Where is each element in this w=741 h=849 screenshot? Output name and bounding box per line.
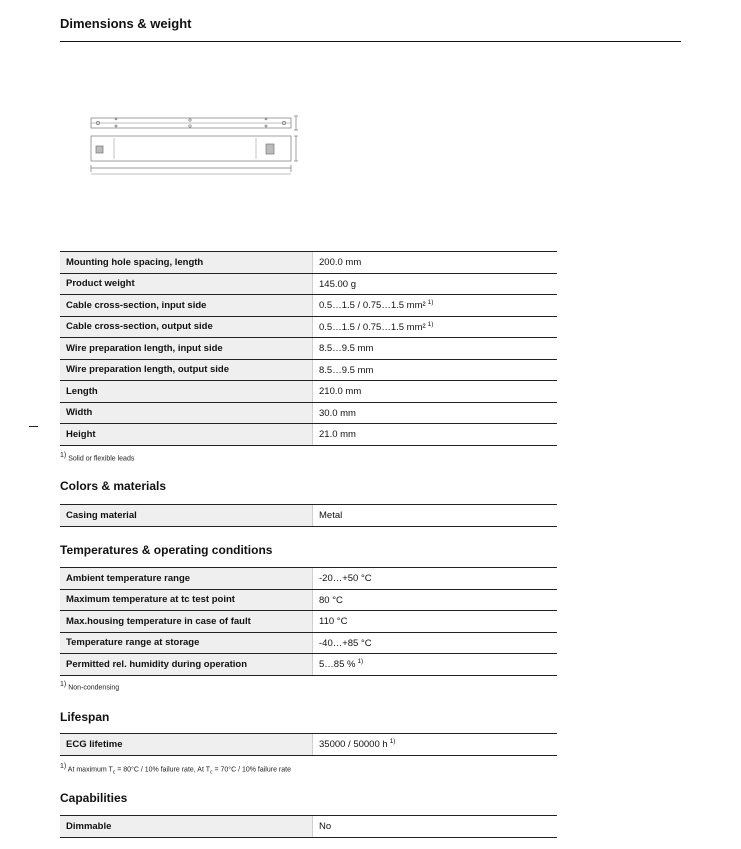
spec-value: 5…85 % $^{1)}$	[313, 654, 558, 676]
spec-label: ECG lifetime	[60, 734, 313, 756]
spec-label: Length	[60, 381, 313, 403]
temperatures-heading: Temperatures & operating conditions	[60, 543, 273, 557]
spec-label: Maximum temperature at tc test point	[60, 589, 313, 611]
spec-value: 8.5…9.5 mm	[313, 359, 558, 381]
lifespan-footnote: 1) At maximum $T_c = 80^\circ C / 10\%$ failure rate, At $T_c = 70^\circ C / 10\%$ failure rate	[60, 763, 291, 776]
table-row	[60, 816, 557, 838]
spec-label: Height	[60, 424, 313, 446]
spec-value: 145.00 g	[313, 273, 558, 295]
spec-label: Ambient temperature range	[60, 568, 313, 590]
dimensions-footnote: 1) Solid or flexible leads	[60, 452, 135, 463]
table-row	[60, 424, 557, 446]
spec-label: Cable cross-section, output side	[60, 316, 313, 338]
table-row	[60, 381, 557, 403]
spec-label: Temperature range at storage	[60, 632, 313, 654]
colors-table	[60, 504, 557, 527]
table-row	[60, 273, 557, 295]
colors-heading: Colors & materials	[60, 479, 167, 493]
table-row	[60, 402, 557, 424]
table-row	[60, 568, 557, 590]
temperatures-footnote: 1) Non-condensing	[60, 681, 120, 692]
spec-value: -20…+50 °C	[313, 568, 558, 590]
spec-label: Permitted rel. humidity during operation	[60, 654, 313, 676]
spec-value: 0.5…1.5 / 0.75…1.5 mm² $^{1)}$	[313, 295, 558, 317]
dimensions-heading: Dimensions & weight	[60, 16, 192, 31]
spec-value: 35000 / 50000 h $^{1)}$	[313, 734, 558, 756]
spec-value: 30.0 mm	[313, 402, 558, 424]
spec-value: -40…+85 °C	[313, 632, 558, 654]
spec-label: Cable cross-section, input side	[60, 295, 313, 317]
spec-label: Wire preparation length, input side	[60, 338, 313, 360]
spec-label: Width	[60, 402, 313, 424]
table-row	[60, 252, 557, 274]
spec-value: 0.5…1.5 / 0.75…1.5 mm² $^{1)}$	[313, 316, 558, 338]
lifespan-table	[60, 733, 557, 756]
table-row	[60, 295, 557, 317]
spec-label: Casing material	[60, 505, 313, 527]
table-row	[60, 734, 557, 756]
temperatures-table	[60, 567, 557, 676]
spec-value: 80 °C	[313, 589, 558, 611]
spec-label: Max.housing temperature in case of fault	[60, 611, 313, 633]
heading-rule	[60, 41, 681, 42]
spec-label: Product weight	[60, 273, 313, 295]
product-dimension-drawing	[86, 110, 306, 180]
table-row	[60, 359, 557, 381]
table-row	[60, 316, 557, 338]
dimensions-table	[60, 251, 557, 446]
spec-value: 21.0 mm	[313, 424, 558, 446]
table-row	[60, 611, 557, 633]
spec-value: Metal	[313, 505, 558, 527]
spec-label: Wire preparation length, output side	[60, 359, 313, 381]
spec-label: Dimmable	[60, 816, 313, 838]
spec-value: 210.0 mm	[313, 381, 558, 403]
lifespan-heading: Lifespan	[60, 710, 110, 724]
spec-value: 8.5…9.5 mm	[313, 338, 558, 360]
margin-mark	[29, 426, 38, 427]
table-row	[60, 505, 557, 527]
table-row	[60, 654, 557, 676]
capabilities-heading: Capabilities	[60, 791, 128, 805]
spec-label: Mounting hole spacing, length	[60, 252, 313, 274]
table-row	[60, 632, 557, 654]
table-row	[60, 338, 557, 360]
spec-value: No	[313, 816, 558, 838]
spec-value: 110 °C	[313, 611, 558, 633]
capabilities-table	[60, 815, 557, 838]
table-row	[60, 589, 557, 611]
spec-value: 200.0 mm	[313, 252, 558, 274]
